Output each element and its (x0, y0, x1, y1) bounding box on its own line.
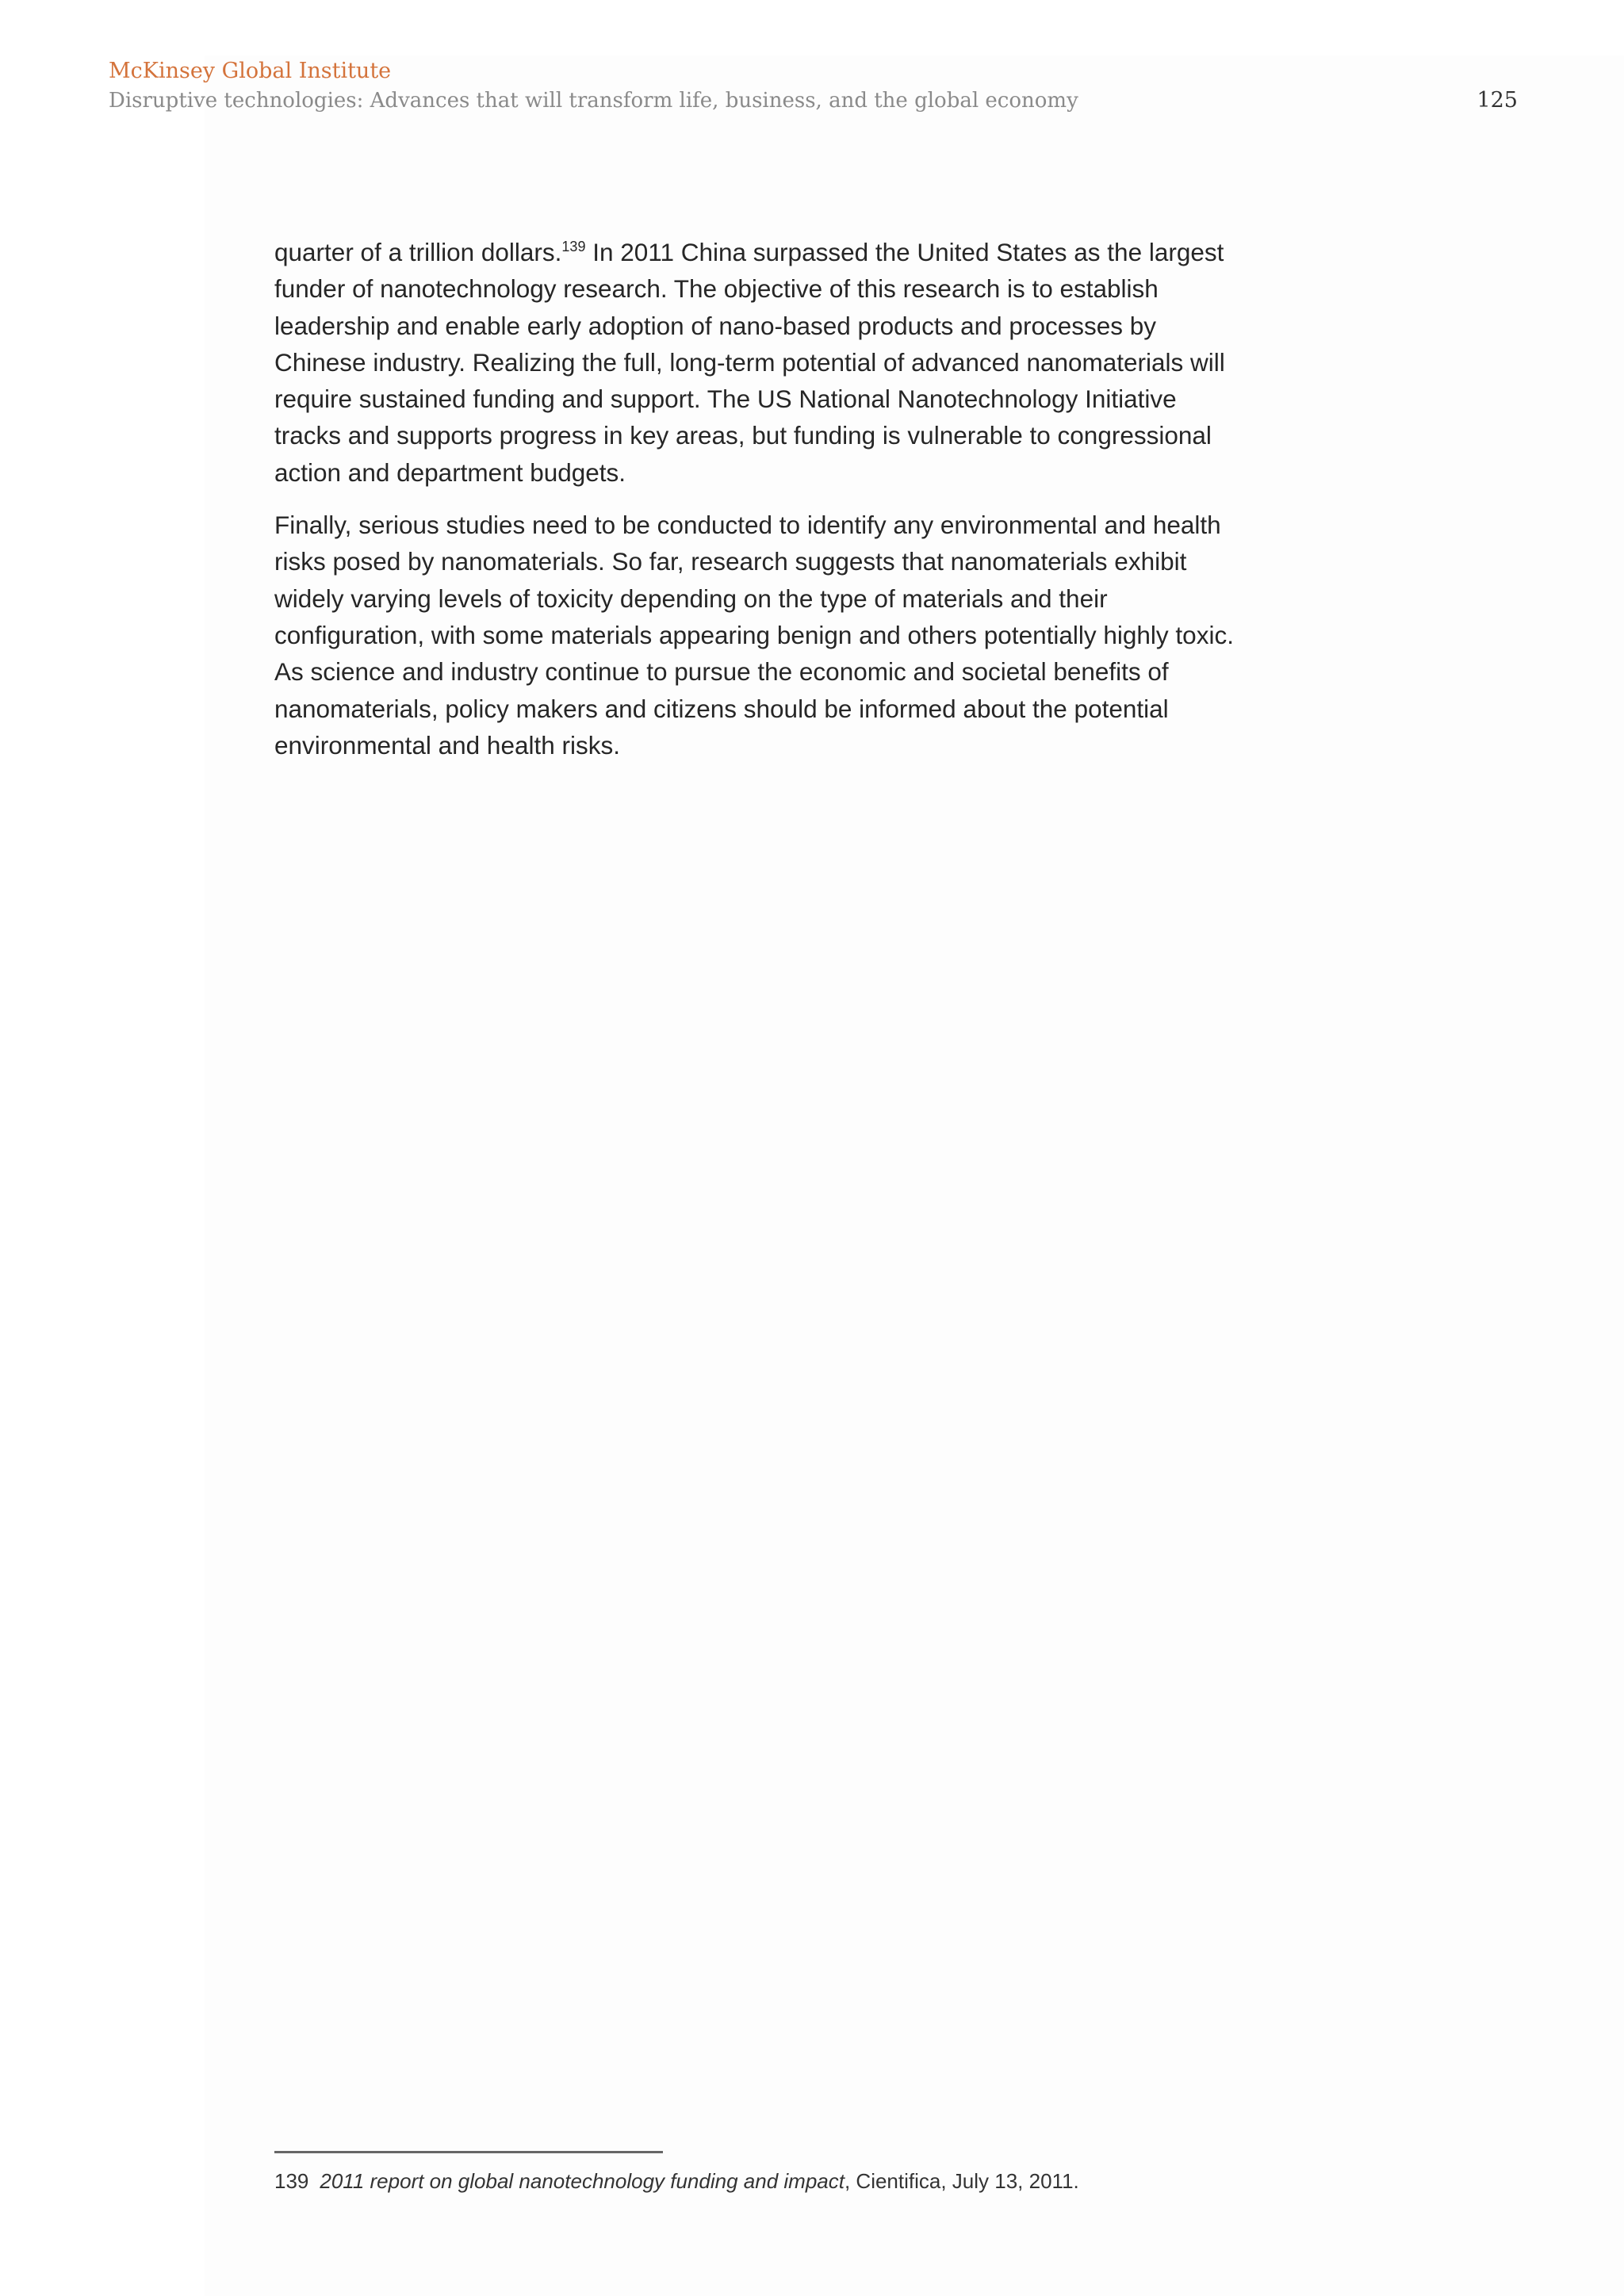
footnote-139 (274, 2167, 1385, 2195)
page-number: 125 (1477, 88, 1518, 113)
running-header (109, 57, 1078, 116)
footnote-reference[interactable]: 139 (561, 239, 586, 254)
paragraph-risks: Finally, serious studies need to be conducted to identify any environmental and health risks posed by nanomaterials. So far, research suggests that nanomaterials exhibit widely varying levels of toxicity depending on the type of materials and their configuration, with some materials appearing benign and others potentially highly toxic. As science and industry continue to pursue the economic and societal benefits of nanomaterials, policy makers and citizens should be informed about the potential environmental and health risks. (274, 511, 1234, 760)
footnote-number: 139 (274, 2169, 309, 2193)
main-body (274, 234, 1250, 779)
footnote-source-details: , Cientifica, July 13, 2011. (844, 2169, 1079, 2193)
paragraph-funding-lead: quarter of a trillion dollars. (274, 238, 562, 266)
footnote-divider (274, 2151, 663, 2153)
publisher-name: McKinsey Global Institute (109, 59, 392, 83)
footnote-source-title: 2011 report on global nanotechnology funding and impact (320, 2169, 845, 2193)
report-title: Disruptive technologies: Advances that will transform life, business, and the global economy (109, 89, 1078, 113)
paragraph-funding (274, 234, 1250, 491)
paragraph-funding-text: In 2011 China surpassed the United States as the largest funder of nanotechnology research. The objective of this research is to establish leadership and enable early adoption of nano-based products and processes by Chinese industry. Realizing the full, long-term potential of advanced nanomaterials will require sustained funding and support. The US National Nanotechnology Initiative tracks and supports progress in key areas, but funding is vulnerable to congressional action and department budgets. (274, 238, 1225, 487)
